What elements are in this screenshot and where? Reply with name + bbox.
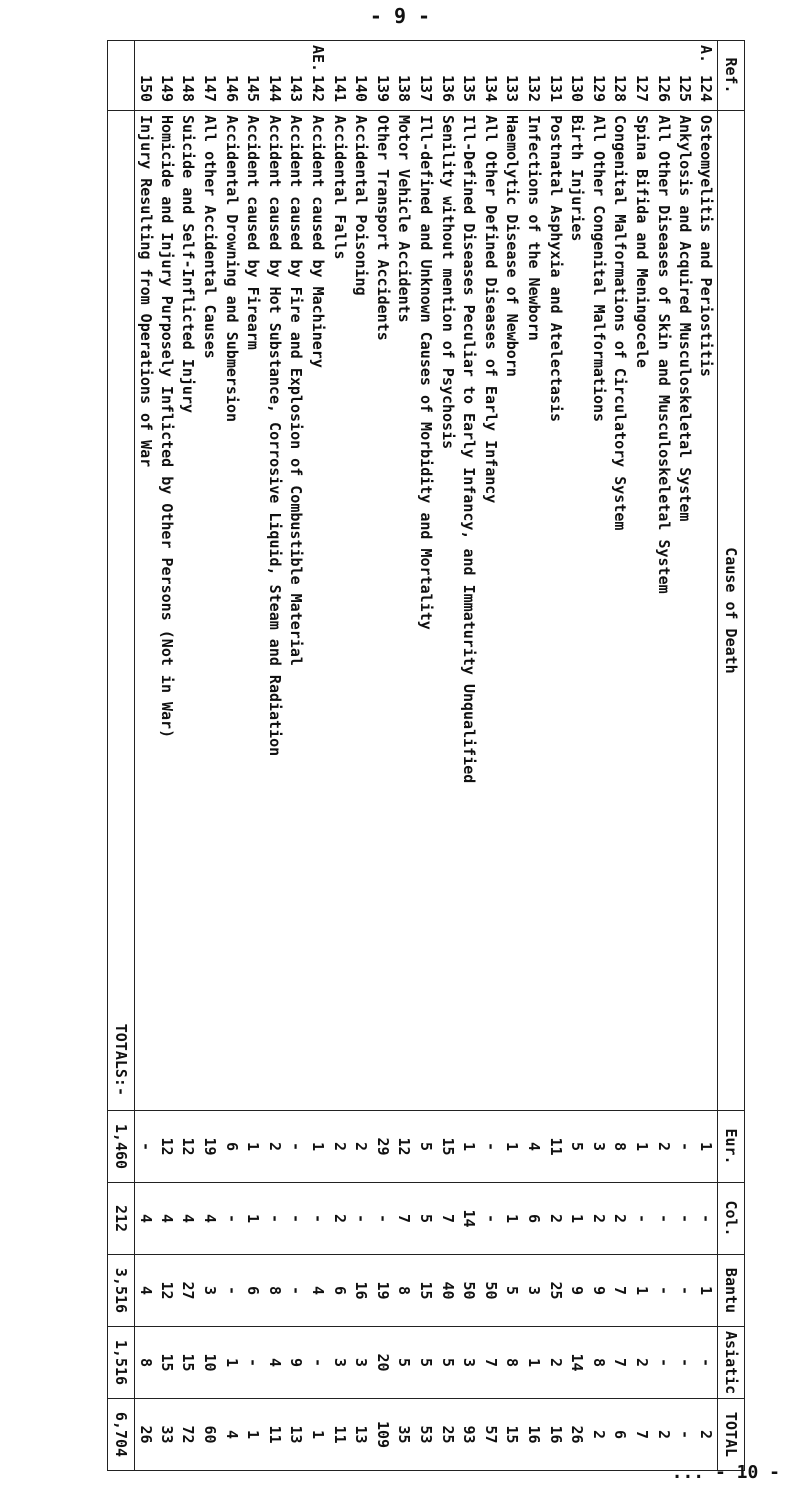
eur-cell: 5	[566, 1111, 588, 1183]
col-cell: -	[653, 1183, 675, 1255]
table-row	[242, 41, 264, 1471]
bantu-cell: 8	[394, 1255, 416, 1327]
total-cell: 11	[264, 1399, 286, 1471]
ref-cell	[437, 41, 459, 111]
cause-cell: Congenital Malformations of Circulatory System	[610, 111, 632, 1111]
asiatic-cell: 2	[631, 1327, 653, 1399]
table-row	[523, 41, 545, 1471]
total-cell: 2	[696, 1399, 718, 1471]
cause-cell: Accidental Poisoning	[350, 111, 372, 1111]
eur-cell: -	[674, 1111, 696, 1183]
header-col: Col.	[718, 1183, 745, 1255]
asiatic-cell: 3	[458, 1327, 480, 1399]
asiatic-cell: 14	[566, 1327, 588, 1399]
bantu-cell: 3	[523, 1255, 545, 1327]
ref-cell	[523, 41, 545, 111]
rotated-table-wrapper	[111, 40, 745, 1470]
total-cell: 15	[502, 1399, 524, 1471]
col-cell: 4	[156, 1183, 178, 1255]
eur-cell: 6	[221, 1111, 243, 1183]
total-cell: 13	[350, 1399, 372, 1471]
table-header-row	[718, 41, 745, 1471]
eur-cell: 19	[199, 1111, 221, 1183]
ref-number: 148	[179, 75, 198, 103]
bantu-cell: 6	[329, 1255, 351, 1327]
eur-cell: -	[134, 1111, 156, 1183]
totals-total: 6,704	[107, 1399, 134, 1471]
cause-cell: Osteomyelitis and Periostitis	[696, 111, 718, 1111]
total-cell: -	[674, 1399, 696, 1471]
cause-cell: Homicide and Injury Purposely Inflicted by Other Persons (Not in War)	[156, 111, 178, 1111]
ref-number: 128	[611, 75, 630, 103]
cause-cell: Accidental Drowning and Submersion	[221, 111, 243, 1111]
eur-cell: 12	[178, 1111, 200, 1183]
eur-cell: -	[286, 1111, 308, 1183]
col-cell: -	[372, 1183, 394, 1255]
ref-cell	[631, 41, 653, 111]
ref-number: 131	[546, 75, 565, 103]
bantu-cell: 6	[242, 1255, 264, 1327]
table-row	[415, 41, 437, 1471]
ref-cell	[286, 41, 308, 111]
total-cell: 26	[134, 1399, 156, 1471]
totals-bantu: 3,516	[107, 1255, 134, 1327]
col-cell: 5	[415, 1183, 437, 1255]
ref-number: 149	[157, 75, 176, 103]
eur-cell: 29	[372, 1111, 394, 1183]
ref-number: 141	[330, 75, 349, 103]
cause-cell: Accidental Falls	[329, 111, 351, 1111]
ref-cell	[502, 41, 524, 111]
col-cell: -	[631, 1183, 653, 1255]
total-cell: 13	[286, 1399, 308, 1471]
ref-number: 127	[632, 75, 651, 103]
asiatic-cell: 5	[415, 1327, 437, 1399]
cause-cell: Spina Bifida and Meningocele	[631, 111, 653, 1111]
ref-number: 132	[524, 75, 543, 103]
ref-cell	[610, 41, 632, 111]
ref-number: 135	[460, 75, 479, 103]
ref-cell	[415, 41, 437, 111]
table-row	[221, 41, 243, 1471]
asiatic-cell: -	[653, 1327, 675, 1399]
asiatic-cell: 8	[134, 1327, 156, 1399]
eur-cell: 8	[610, 1111, 632, 1183]
totals-asiatic: 1,516	[107, 1327, 134, 1399]
col-cell: -	[307, 1183, 329, 1255]
bantu-cell: 16	[350, 1255, 372, 1327]
asiatic-cell: 20	[372, 1327, 394, 1399]
asiatic-cell: -	[307, 1327, 329, 1399]
ref-number: 129	[589, 75, 608, 103]
bantu-cell: 12	[156, 1255, 178, 1327]
table-row	[653, 41, 675, 1471]
page-number: - 9 -	[369, 4, 431, 28]
bantu-cell: 15	[415, 1255, 437, 1327]
total-cell: 93	[458, 1399, 480, 1471]
cause-cell: Senility without mention of Psychosis	[437, 111, 459, 1111]
asiatic-cell: 15	[178, 1327, 200, 1399]
asiatic-cell: 1	[221, 1327, 243, 1399]
col-cell: 7	[394, 1183, 416, 1255]
ref-number: 147	[201, 75, 220, 103]
table-row	[696, 41, 718, 1471]
col-cell: 4	[178, 1183, 200, 1255]
col-cell: -	[264, 1183, 286, 1255]
table-row	[350, 41, 372, 1471]
cause-cell: Other Transport Accidents	[372, 111, 394, 1111]
col-cell: -	[480, 1183, 502, 1255]
header-cause: Cause of Death	[718, 111, 745, 1111]
asiatic-cell: -	[674, 1327, 696, 1399]
eur-cell: 1	[458, 1111, 480, 1183]
total-cell: 2	[588, 1399, 610, 1471]
table-row	[156, 41, 178, 1471]
total-cell: 16	[523, 1399, 545, 1471]
cause-cell: All Other Diseases of Skin and Musculoskeletal System	[653, 111, 675, 1111]
eur-cell: 2	[350, 1111, 372, 1183]
total-cell: 60	[199, 1399, 221, 1471]
col-cell: 7	[437, 1183, 459, 1255]
bantu-cell: 7	[610, 1255, 632, 1327]
col-cell: 6	[523, 1183, 545, 1255]
asiatic-cell: -	[242, 1327, 264, 1399]
header-eur: Eur.	[718, 1111, 745, 1183]
bantu-cell: 50	[480, 1255, 502, 1327]
total-cell: 35	[394, 1399, 416, 1471]
eur-cell: 1	[696, 1111, 718, 1183]
table-row	[545, 41, 567, 1471]
col-cell: -	[350, 1183, 372, 1255]
col-cell: 2	[329, 1183, 351, 1255]
total-cell: 57	[480, 1399, 502, 1471]
col-cell: -	[674, 1183, 696, 1255]
bantu-cell: 3	[199, 1255, 221, 1327]
eur-cell: 2	[329, 1111, 351, 1183]
table-row	[134, 41, 156, 1471]
ref-cell	[480, 41, 502, 111]
ref-number: 146	[222, 75, 241, 103]
total-cell: 1	[242, 1399, 264, 1471]
total-cell: 2	[653, 1399, 675, 1471]
asiatic-cell: -	[696, 1327, 718, 1399]
col-cell: 14	[458, 1183, 480, 1255]
ref-number: 134	[481, 75, 500, 103]
bantu-cell: 19	[372, 1255, 394, 1327]
bantu-cell: 1	[696, 1255, 718, 1327]
eur-cell: 15	[437, 1111, 459, 1183]
asiatic-cell: 9	[286, 1327, 308, 1399]
cause-cell: Infections of the Newborn	[523, 111, 545, 1111]
cause-cell: Ill-defined and Unknown Causes of Morbidity and Mortality	[415, 111, 437, 1111]
col-cell: 4	[199, 1183, 221, 1255]
eur-cell: 3	[588, 1111, 610, 1183]
ref-cell	[307, 41, 329, 111]
ref-cell	[242, 41, 264, 111]
ref-cell	[372, 41, 394, 111]
col-cell: -	[221, 1183, 243, 1255]
ref-number: 124	[697, 75, 716, 103]
eur-cell: 1	[502, 1111, 524, 1183]
table-row	[566, 41, 588, 1471]
eur-cell: 4	[523, 1111, 545, 1183]
cause-cell: Haemolytic Disease of Newborn	[502, 111, 524, 1111]
ref-cell	[545, 41, 567, 111]
table-row	[480, 41, 502, 1471]
ref-cell	[329, 41, 351, 111]
table-row	[307, 41, 329, 1471]
ref-number: 133	[503, 75, 522, 103]
cause-cell: Ill-Defined Diseases Peculiar to Early Infancy, and Immaturity Unqualified	[458, 111, 480, 1111]
eur-cell: 2	[653, 1111, 675, 1183]
header-total: TOTAL	[718, 1399, 745, 1471]
asiatic-cell: 15	[156, 1327, 178, 1399]
bantu-cell: 27	[178, 1255, 200, 1327]
ref-cell	[588, 41, 610, 111]
header-bantu: Bantu	[718, 1255, 745, 1327]
table-row	[458, 41, 480, 1471]
cause-cell: Suicide and Self-Inflicted Injury	[178, 111, 200, 1111]
ref-cell	[199, 41, 221, 111]
ref-group: AE.	[309, 45, 328, 73]
total-cell: 16	[545, 1399, 567, 1471]
total-cell: 33	[156, 1399, 178, 1471]
asiatic-cell: 8	[502, 1327, 524, 1399]
ref-number: 125	[676, 75, 695, 103]
bantu-cell: 40	[437, 1255, 459, 1327]
table-row	[394, 41, 416, 1471]
cause-cell: Injury Resulting from Operations of War	[134, 111, 156, 1111]
cause-cell: Motor Vehicle Accidents	[394, 111, 416, 1111]
ref-number: 137	[416, 75, 435, 103]
ref-cell	[350, 41, 372, 111]
table-row	[631, 41, 653, 1471]
eur-cell: 12	[156, 1111, 178, 1183]
table-row	[264, 41, 286, 1471]
bantu-cell: 5	[502, 1255, 524, 1327]
totals-col: 212	[107, 1183, 134, 1255]
cause-cell: Birth Injuries	[566, 111, 588, 1111]
bantu-cell: 8	[264, 1255, 286, 1327]
eur-cell: -	[480, 1111, 502, 1183]
total-cell: 109	[372, 1399, 394, 1471]
header-asiatic: Asiatic	[718, 1327, 745, 1399]
bantu-cell: 4	[134, 1255, 156, 1327]
bantu-cell: -	[286, 1255, 308, 1327]
total-cell: 72	[178, 1399, 200, 1471]
bantu-cell: -	[674, 1255, 696, 1327]
eur-cell: 1	[307, 1111, 329, 1183]
ref-cell	[156, 41, 178, 111]
ref-cell	[134, 41, 156, 111]
eur-cell: 12	[394, 1111, 416, 1183]
cause-cell: All other Accidental Causes	[199, 111, 221, 1111]
ref-cell	[458, 41, 480, 111]
totals-eur: 1,460	[107, 1111, 134, 1183]
total-cell: 4	[221, 1399, 243, 1471]
col-cell: 1	[566, 1183, 588, 1255]
asiatic-cell: 5	[394, 1327, 416, 1399]
ref-number: 130	[568, 75, 587, 103]
table-row	[372, 41, 394, 1471]
total-cell: 26	[566, 1399, 588, 1471]
col-cell: -	[286, 1183, 308, 1255]
asiatic-cell: 3	[329, 1327, 351, 1399]
table-row	[502, 41, 524, 1471]
ref-cell	[653, 41, 675, 111]
bantu-cell: 1	[631, 1255, 653, 1327]
col-cell: 1	[502, 1183, 524, 1255]
bantu-cell: -	[221, 1255, 243, 1327]
totals-ref-cell	[107, 41, 134, 111]
ref-number: 140	[352, 75, 371, 103]
header-ref: Ref.	[718, 41, 745, 111]
cause-cell: Ankylosis and Acquired Musculoskeletal System	[674, 111, 696, 1111]
col-cell: 2	[610, 1183, 632, 1255]
ref-cell	[696, 41, 718, 111]
eur-cell: 1	[631, 1111, 653, 1183]
table-row	[674, 41, 696, 1471]
asiatic-cell: 7	[610, 1327, 632, 1399]
table-row	[437, 41, 459, 1471]
cause-cell: Accident caused by Hot Substance, Corrosive Liquid, Steam and Radiation	[264, 111, 286, 1111]
ref-cell	[394, 41, 416, 111]
ref-cell	[264, 41, 286, 111]
totals-row	[107, 41, 134, 1471]
total-cell: 53	[415, 1399, 437, 1471]
bantu-cell: 9	[566, 1255, 588, 1327]
asiatic-cell: 1	[523, 1327, 545, 1399]
eur-cell: 5	[415, 1111, 437, 1183]
table-row	[286, 41, 308, 1471]
asiatic-cell: 7	[480, 1327, 502, 1399]
total-cell: 11	[329, 1399, 351, 1471]
table-row	[178, 41, 200, 1471]
ref-number: 144	[265, 75, 284, 103]
ref-number: 142	[309, 75, 328, 103]
col-cell: 2	[588, 1183, 610, 1255]
eur-cell: 2	[264, 1111, 286, 1183]
bantu-cell: 9	[588, 1255, 610, 1327]
cause-cell: Accident caused by Fire and Explosion of Combustible Material	[286, 111, 308, 1111]
total-cell: 7	[631, 1399, 653, 1471]
ref-number: 150	[136, 75, 155, 103]
col-cell: 2	[545, 1183, 567, 1255]
asiatic-cell: 4	[264, 1327, 286, 1399]
asiatic-cell: 8	[588, 1327, 610, 1399]
bantu-cell: 50	[458, 1255, 480, 1327]
ref-number: 126	[654, 75, 673, 103]
footer-continuation: ... - 10 -	[671, 1462, 780, 1483]
bantu-cell: 25	[545, 1255, 567, 1327]
cause-cell: All Other Congenital Malformations	[588, 111, 610, 1111]
total-cell: 1	[307, 1399, 329, 1471]
table-row	[610, 41, 632, 1471]
asiatic-cell: 10	[199, 1327, 221, 1399]
total-cell: 25	[437, 1399, 459, 1471]
ref-number: 136	[438, 75, 457, 103]
asiatic-cell: 5	[437, 1327, 459, 1399]
cause-of-death-table	[107, 40, 745, 1471]
cause-cell: Accident caused by Machinery	[307, 111, 329, 1111]
col-cell: -	[696, 1183, 718, 1255]
cause-cell: Accident caused by Firearm	[242, 111, 264, 1111]
ref-number: 139	[373, 75, 392, 103]
table-row	[199, 41, 221, 1471]
eur-cell: 1	[242, 1111, 264, 1183]
ref-cell	[674, 41, 696, 111]
table-row	[329, 41, 351, 1471]
ref-cell	[566, 41, 588, 111]
asiatic-cell: 2	[545, 1327, 567, 1399]
totals-label: TOTALS:-	[107, 111, 134, 1111]
col-cell: 4	[134, 1183, 156, 1255]
total-cell: 6	[610, 1399, 632, 1471]
ref-cell	[178, 41, 200, 111]
ref-group: A.	[697, 45, 716, 64]
cause-cell: Postnatal Asphyxia and Atelectasis	[545, 111, 567, 1111]
ref-cell	[221, 41, 243, 111]
asiatic-cell: 3	[350, 1327, 372, 1399]
bantu-cell: -	[653, 1255, 675, 1327]
cause-cell: All Other Defined Diseases of Early Infancy	[480, 111, 502, 1111]
table-row	[588, 41, 610, 1471]
ref-number: 145	[244, 75, 263, 103]
bantu-cell: 4	[307, 1255, 329, 1327]
ref-number: 143	[287, 75, 306, 103]
ref-number: 138	[395, 75, 414, 103]
eur-cell: 11	[545, 1111, 567, 1183]
col-cell: 1	[242, 1183, 264, 1255]
